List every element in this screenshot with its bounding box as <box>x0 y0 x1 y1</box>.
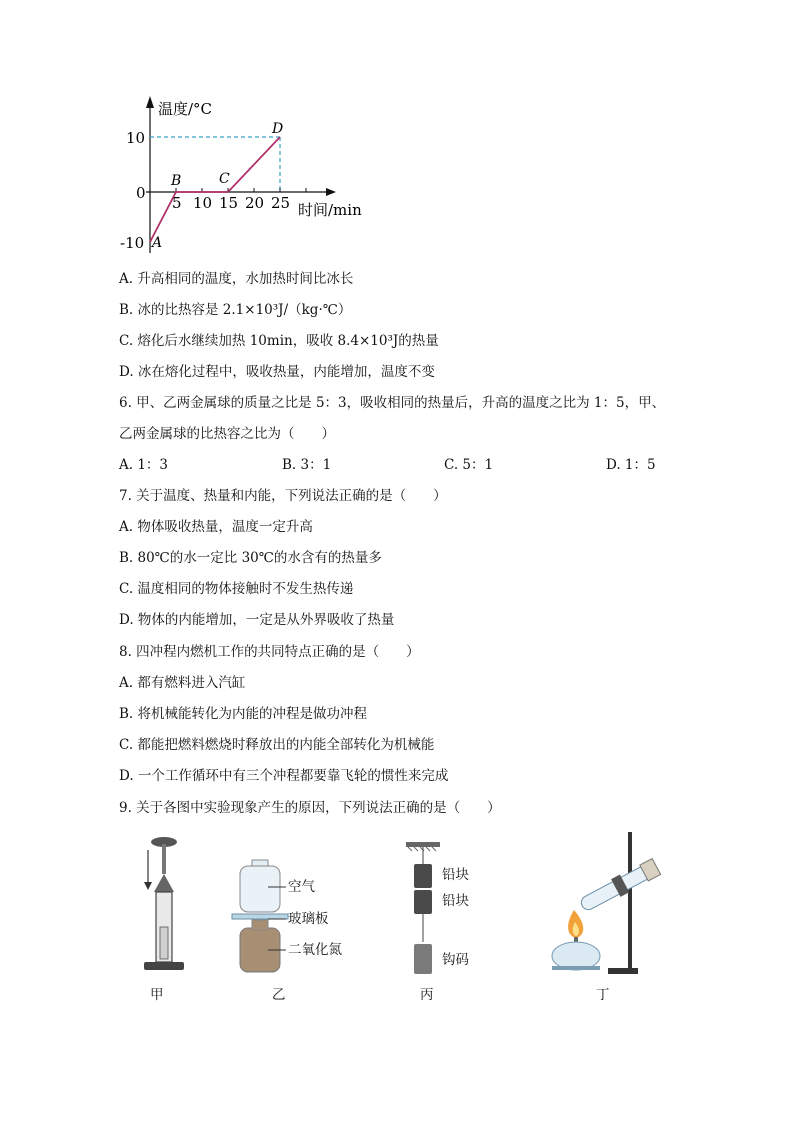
figure-jia-compression-cylinder <box>130 832 190 982</box>
temperature-time-graph <box>110 88 380 258</box>
q8-stem: 8. 四冲程内燃机工作的共同特点正确的是（ ） <box>119 644 420 660</box>
lead-block-top <box>414 864 432 888</box>
lead-block-bottom <box>414 890 432 914</box>
test-tube <box>578 858 662 915</box>
q7-option-d: D. 物体的内能增加，一定是从外界吸收了热量 <box>119 612 395 628</box>
figure-caption-bing: 丙 <box>420 987 434 1003</box>
figure-caption-jia: 甲 <box>150 987 164 1003</box>
q5-option-b: B. 冰的比热容是 2.1×10³J/（kg·℃） <box>119 302 352 318</box>
x-tick-label: 20 <box>245 194 265 212</box>
q8-option-a: A. 都有燃料进入汽缸 <box>119 675 246 691</box>
q9-stem: 9. 关于各图中实验现象产生的原因，下列说法正确的是（ ） <box>119 800 501 816</box>
q7-option-a: A. 物体吸收热量，温度一定升高 <box>119 519 313 535</box>
ceiling-hatch <box>408 847 436 851</box>
point-label-a: A <box>152 235 163 251</box>
bottle-neck-bottom <box>252 920 268 930</box>
cylinder-top <box>154 874 174 892</box>
q6-option-c: C. 5：1 <box>444 457 494 473</box>
point-label-d: D <box>272 121 284 137</box>
q8-option-b: B. 将机械能转化为内能的冲程是做功冲程 <box>119 706 368 722</box>
stand-rod <box>628 832 632 972</box>
y-tick-label: -10 <box>120 234 145 252</box>
cylinder-inner <box>160 927 168 959</box>
q6-option-d: D. 1：5 <box>606 457 656 473</box>
q5-option-a: A. 升高相同的温度，水加热时间比冰长 <box>119 271 354 287</box>
yi-label-air: 空气 <box>288 879 315 895</box>
x-tick-label: 15 <box>219 194 239 212</box>
q6-stem-line2: 乙两金属球的比热容之比为（ ） <box>119 426 335 442</box>
x-axis-label: 时间/min <box>298 201 362 219</box>
stand-base <box>608 968 638 974</box>
hook-weight <box>414 944 432 974</box>
q7-stem: 7. 关于温度、热量和内能，下列说法正确的是（ ） <box>119 488 447 504</box>
point-label-c: C <box>219 171 230 187</box>
yi-label-no2: 二氧化氮 <box>288 942 342 958</box>
bing-label-lead-2: 铅块 <box>442 893 469 909</box>
q8-option-c: C. 都能把燃料燃烧时释放出的内能全部转化为机械能 <box>119 737 435 753</box>
yi-label-glass: 玻璃板 <box>288 911 329 927</box>
q6-option-b: B. 3：1 <box>282 457 332 473</box>
cylinder-base <box>144 962 184 970</box>
q5-option-c: C. 熔化后水继续加热 10min，吸收 8.4×10³J的热量 <box>119 333 439 349</box>
down-arrow-head <box>144 882 152 890</box>
x-tick-label: 5 <box>172 194 182 212</box>
ceiling <box>406 842 440 847</box>
x-tick-label: 25 <box>271 194 291 212</box>
figure-caption-ding: 丁 <box>596 987 610 1003</box>
q6-option-a: A. 1：3 <box>119 457 169 473</box>
q7-option-b: B. 80℃的水一定比 30℃的水含有的热量多 <box>119 550 382 566</box>
y-axis-arrow <box>146 96 154 108</box>
x-axis-arrow <box>326 188 336 196</box>
temperature-curve <box>150 137 280 242</box>
point-label-b: B <box>171 173 182 189</box>
piston-rod <box>162 844 166 874</box>
x-tick-label: 10 <box>193 194 213 212</box>
y-tick-label: 10 <box>126 129 146 147</box>
figure-bing-lead-blocks <box>404 840 444 980</box>
y-axis-label: 温度/°C <box>158 100 213 118</box>
figure-ding-test-tube-heating <box>548 828 668 978</box>
q6-stem-line1: 6. 甲、乙两金属球的质量之比是 5：3，吸收相同的热量后，升高的温度之比为 1：5，甲、 <box>119 395 666 411</box>
bing-label-weight: 钩码 <box>442 952 469 968</box>
y-tick-label: 0 <box>136 184 146 202</box>
lamp-base <box>552 966 600 970</box>
alcohol-lamp <box>552 942 600 970</box>
bing-label-lead-1: 铅块 <box>442 867 469 883</box>
q5-option-d: D. 冰在熔化过程中，吸收热量，内能增加，温度不变 <box>119 364 435 380</box>
yi-label-pointers <box>268 884 288 954</box>
q8-option-d: D. 一个工作循环中有三个冲程都要靠飞轮的惯性来完成 <box>119 768 449 784</box>
figure-caption-yi: 乙 <box>272 987 286 1003</box>
q7-option-c: C. 温度相同的物体接触时不发生热传递 <box>119 581 354 597</box>
